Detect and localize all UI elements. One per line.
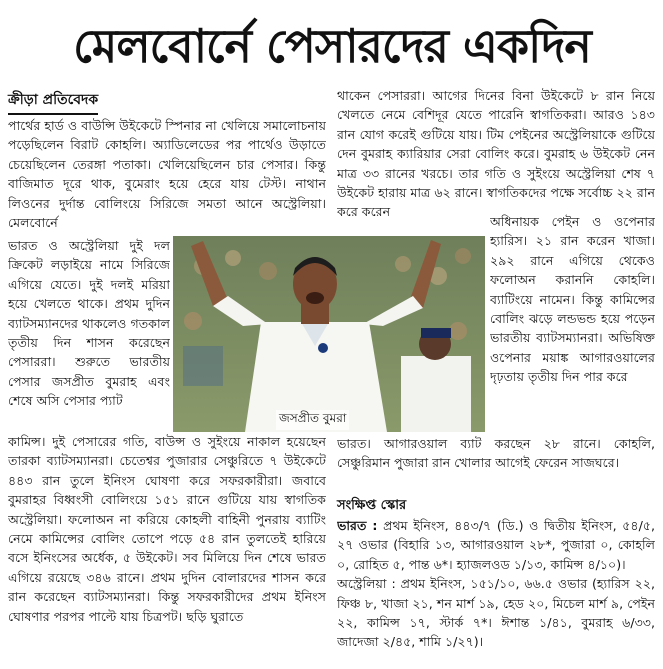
scorecard-body — [337, 516, 655, 662]
article-column-left-wrap — [8, 236, 170, 432]
article-column-left-top — [8, 116, 326, 238]
article-column-right-top — [337, 86, 655, 228]
article-column-left-bottom — [8, 432, 326, 660]
article-paragraph: থাকেন পেসাররা। আগের দিনের বিনা উইকেটে ৮ রান নিয়ে খেলতে নেমে বেশিদূর যেতে পারেনি স্বাগতিকরা। আরও ১৪৩ রান যোগ করেই গুটিয়ে যায়। টিম পেইনের অস্ট্রেলিয়াকে গুটিয়ে দেন বুমরাহ ক্যারিয়ার সেরা বোলিং করে। বুমরাহ ৬ উইকেট নেন মাত্র ৩৩ রানের খরচে। তার গতি ও সুইংয়ে অস্ট্রেলিয়া শেষ ৭ উইকেট হারায় মাত্র ৬২ রানে। স্বাগতিকদের পক্ষে সর্বোচ্চ ২২ রান করে করেন — [337, 88, 655, 220]
article-paragraph: ভারত। আগারওয়াল ব্যাট করছেন ২৮ রানে। কোহলি, সেঞ্চুরিমান পুজারা রান খোলার আগেই ফেরেন সাজঘরে। — [337, 436, 655, 471]
previous-page-text-strip — [355, 0, 655, 8]
byline: ক্রীড়া প্রতিবেদক — [8, 88, 98, 115]
photo-caption: জসপ্রীত বুমরা — [276, 410, 349, 430]
scorecard-heading: সংক্ষিপ্ত স্কোর — [337, 498, 407, 513]
article-paragraph: পার্থের হার্ড ও বাউন্সি উইকেটে স্পিনার না খেলিয়ে সমালোচনায় পড়েছিলেন বিরাট কোহলি। অ্যাডিলেডের পর পার্থেও উড়াতে চেয়েছিলেন তেরঙ্গা পতাকা। খেলিয়েছিলেন চার পেসার। কিন্তু বাজিমাত দূরে থাক, বুমেরাং হয়ে হেরে যায় টেস্ট। নাথান লিওনের দুর্দান্ত বোলিংয়ে সিরিজে সমতা আনে অস্ট্রেলিয়া। মেলবোর্নে — [8, 118, 326, 231]
scorecard-australia-text: অস্ট্রেলিয়া : প্রথম ইনিংস, ১৫১/১০, ৬৬.৫ ওভার (হ্যারিস ২২, ফিঞ্চ ৮, খাজা ২১, শন মার্শ ১৯, হেড ২০, মিচেল মার্শ ৯, পেইন ২২, কামিন্স ১৭, স্টার্ক ৭*। ঈশান্ত ১/৪১, বুমরাহ ৬/৩৩, জাদেজা ২/৪৫, শামি ১/২৭)। — [337, 576, 655, 650]
page-headline: মেলবোর্নে পেসারদের একদিন — [73, 19, 591, 73]
article-paragraph: অধিনায়ক পেইন ও ওপেনার হ্যারিস। ২১ রান করেন খাজা। ২৯২ রানে এগিয়ে থেকেও ফলোঅন করাননি কোহলি। ব্যাটিংয়ে নামেন। কিন্তু কামিন্সের বোলিং ঝড়ে লন্ডভন্ড হয়ে পড়েন ভারতীয় ব্যাটসম্যানরা। অভিষিক্ত ওপেনার ময়াঙ্ক আগারওয়ালের দৃঢ়তায় তৃতীয় দিন পার করে — [490, 214, 655, 385]
scorecard-india-label: ভারত : — [337, 518, 378, 533]
article-paragraph: কামিন্স। দুই পেসারের গতি, বাউন্স ও সুইংয়ে নাকাল হয়েছেন তারকা ব্যাটসম্যানরা। চেতেশ্বর পুজারার সেঞ্চুরিতে ৭ উইকেটে ৪৪৩ রান তুলে ইনিংস ঘোষণা করে সফরকারীরা। জবাবে বুমরাহর বিধ্বংসী বোলিংয়ে ১৫১ রানে গুটিয়ে যায় স্বাগতিক অস্ট্রেলিয়া। ফলোঅন না করিয়ে কোহলী বাহিনী পুনরায় ব্যাটিং নেমে কামিন্সের বোলিং তোপে পড়ে ৫৪ রান তুলতেই হারিয়ে বসে ইনিংসের অর্ধেক, ৫ উইকেট। সব মিলিয়ে দিন শেষে ভারত এগিয়ে রয়েছে ৩৪৬ রানে। প্রথম দুদিন বোলারদের শাসন করে রান করেছেন ব্যাটসম্যানরা। কিন্তু সফরকারীদের প্রথম ইনিংস ঘোষণার পরপর পাল্টে যায় চিত্রপট। ছড়ি ঘুরাতে — [8, 434, 326, 624]
article-column-right-wrap — [490, 212, 655, 440]
photo-illustration — [173, 236, 485, 432]
next-page-text-strip — [200, 662, 340, 669]
scorecard-india-text: প্রথম ইনিংস, ৪৪৩/৭ (ডি.) ও দ্বিতীয় ইনিংস, ৫৪/৫, ২৭ ওভার (বিহারি ১৩, আগারওয়াল ২৮*, পুজারা ০, কোহলি ০, রোহিত ৫, পান্ত ৬*। হ্যাজলওড ১/১৩, কামিন্স ৪/১০)। — [337, 518, 655, 572]
article-column-right-bottom — [337, 434, 655, 494]
article-paragraph: ভারত ও অস্ট্রেলিয়া দুই দল ক্রিকেট লড়াইয়ে নামে সিরিজে এগিয়ে যেতে। দুই দলই মরিয়া হয়ে খেলতে থাকে। প্রথম দুদিন ব্যাটসম্যানদের থাকলেও গতকাল তৃতীয় দিন শাসন করেছেন পেসাররা। শুরুতে ভারতীয় পেসার জসপ্রীত বুমরাহ এবং শেষে অসি পেসার প্যাট — [8, 238, 170, 409]
cricket-celebration-photo — [173, 236, 485, 432]
